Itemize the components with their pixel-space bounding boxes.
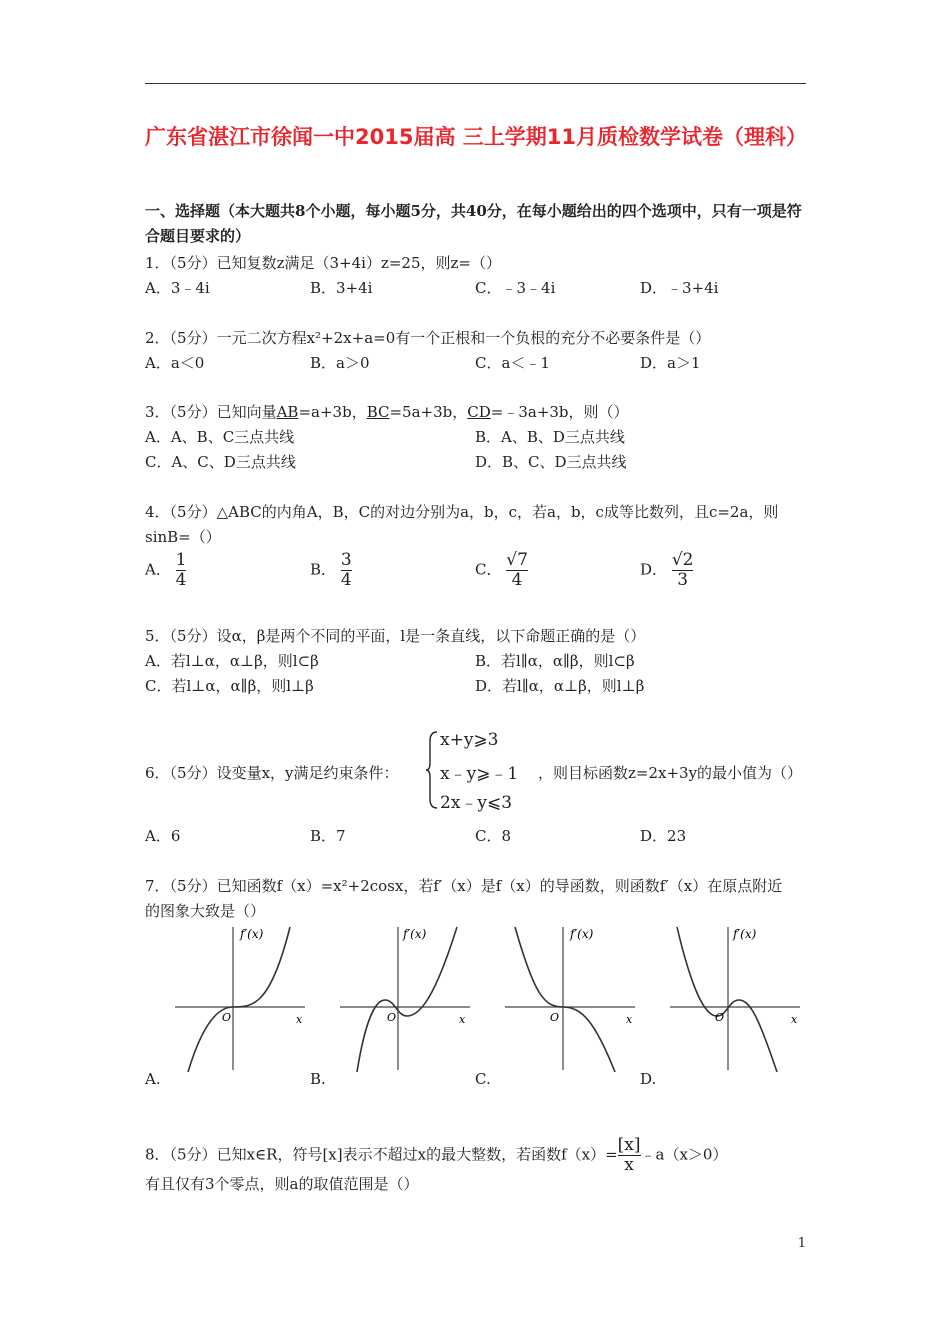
question-6-stem-suffix: ，则目标函数z=2x+3y的最小值为（） [538, 764, 803, 782]
q4-c-den: 4 [511, 570, 523, 590]
header-rule [145, 83, 806, 84]
constraint-1: x+y⩾3 [440, 730, 499, 750]
q8-function-name: f（x）= [561, 1145, 618, 1164]
q4-a-num: 1 [175, 550, 187, 570]
q3-option-a: A．A、B、C三点共线 [145, 428, 295, 446]
q6-option-a: A．6 [145, 827, 181, 845]
q3-option-d: D．B、C、D三点共线 [475, 453, 627, 471]
q5-option-b: B．若l∥α，α∥β，则l⊂β [475, 652, 635, 670]
graph-a-origin: O [222, 1011, 232, 1024]
graph-b-y-label: f′(x) [403, 927, 427, 941]
question-3-stem [145, 401, 629, 422]
q8-stem-prefix: 8．（5分）已知x∈R，符号[x]表示不超过x的最大整数，若函数 [145, 1145, 562, 1164]
q3-stem-prefix: 3．（5分）已知向量 [145, 403, 277, 421]
graph-b-origin: O [387, 1011, 397, 1024]
vector-ab: AB [276, 403, 299, 421]
question-8-stem [145, 1136, 727, 1175]
q8-fraction [618, 1136, 641, 1175]
q6-option-c: C．8 [475, 827, 512, 845]
q4-option-c [475, 551, 528, 590]
section-heading: 一、选择题（本大题共8个小题，每小题5分，共40分，在每小题给出的四个选项中，只有一项是符合题目要求的） [145, 202, 802, 245]
graph-d-label: D. [640, 1070, 657, 1088]
graph-d-x-label: x [791, 1013, 798, 1026]
vector-cd: CD [467, 403, 491, 421]
question-4-stem-line1: 4．（5分）△ABC的内角A，B，C的对边分别为a，b，c，若a，b，c成等比数列，且c=2a，则 [145, 503, 779, 521]
graph-c-origin: O [550, 1011, 560, 1024]
question-7-stem-line1: 7．（5分）已知函数f（x）=x²+2cosx，若f′（x）是f（x）的导函数，则函数f′（x）在原点附近 [145, 877, 783, 895]
graph-d [665, 922, 805, 1072]
q2-option-c: C．a＜﹣1 [475, 354, 550, 372]
q4-option-b-fraction [341, 551, 352, 590]
q3-eq2: =5a+3b， [389, 403, 468, 421]
graph-b [335, 922, 475, 1072]
graph-d-origin: O [715, 1011, 725, 1024]
q5-option-c: C．若l⊥α，α∥β，则l⊥β [145, 677, 314, 695]
q1-option-a: A．3﹣4i [145, 279, 210, 297]
question-7-stem-line2: 的图象大致是（） [145, 902, 266, 920]
q5-option-a: A．若l⊥α，α⊥β，则l⊂β [145, 652, 319, 670]
q8-tail: ﹣a（x＞0） [640, 1145, 728, 1164]
graph-b-label: B. [310, 1070, 326, 1088]
constraint-2: x﹣y⩾﹣1 [440, 764, 519, 784]
q3-eq3: =﹣3a+3b，则（） [490, 403, 629, 421]
q5-option-d: D．若l∥α，α⊥β，则l⊥β [475, 677, 645, 695]
graph-c-x-label: x [626, 1013, 633, 1026]
q4-option-c-fraction [506, 551, 528, 590]
q4-b-num: 3 [340, 550, 352, 570]
q4-option-c-label: C． [475, 560, 502, 579]
graph-a-label: A. [145, 1070, 161, 1088]
q4-option-a-fraction [176, 551, 187, 590]
graph-c-y-label: f′(x) [570, 927, 594, 941]
graph-c [500, 922, 640, 1072]
question-6-stem-prefix: 6．（5分）设变量x，y满足约束条件： [145, 764, 399, 782]
graph-b-x-label: x [459, 1013, 466, 1026]
q3-option-c: C．A、C、D三点共线 [145, 453, 296, 471]
q4-option-d-label: D． [640, 560, 668, 579]
constraint-3: 2x﹣y⩽3 [440, 793, 513, 813]
q4-d-num: √2 [671, 550, 694, 570]
q4-option-b [310, 551, 352, 590]
graph-c-label: C. [475, 1070, 491, 1088]
q1-option-c: C．﹣3﹣4i [475, 279, 556, 297]
question-8-stem-line2: 有且仅有3个零点，则a的取值范围是（） [145, 1175, 419, 1193]
q8-den: x [624, 1155, 634, 1175]
q4-option-d [640, 551, 693, 590]
vector-bc: BC [366, 403, 390, 421]
q4-a-den: 4 [175, 570, 187, 590]
document-title: 广东省湛江市徐闻一中2015届高 三上学期11月质检数学试卷（理科） [145, 125, 807, 149]
q4-d-den: 3 [677, 570, 689, 590]
q4-c-num: √7 [506, 550, 528, 570]
question-2-stem: 2．（5分）一元二次方程x²+2x+a=0有一个正根和一个负根的充分不必要条件是（） [145, 329, 711, 347]
page-number: 1 [797, 1236, 806, 1251]
question-1-stem: 1．（5分）已知复数z满足（3+4i）z=25，则z=（） [145, 254, 501, 272]
q4-option-a-label: A． [145, 560, 171, 579]
q4-option-a [145, 551, 186, 590]
q2-option-d: D．a＞1 [640, 354, 701, 372]
q6-option-d: D．23 [640, 827, 687, 845]
graph-d-y-label: f′(x) [733, 927, 757, 941]
q2-option-a: A．a＜0 [145, 354, 205, 372]
q1-option-b: B．3+4i [310, 279, 373, 297]
graph-a-y-label: f′(x) [240, 927, 264, 941]
q3-eq1: =a+3b， [298, 403, 367, 421]
constraint-brace [426, 731, 438, 809]
q4-option-b-label: B． [310, 560, 337, 579]
q6-option-b: B．7 [310, 827, 346, 845]
question-4-stem-line2: sinB=（） [145, 528, 221, 546]
q3-option-b: B．A、B、D三点共线 [475, 428, 625, 446]
graph-a-x-label: x [296, 1013, 303, 1026]
graph-a [170, 922, 310, 1072]
question-5-stem: 5．（5分）设α，β是两个不同的平面，l是一条直线，以下命题正确的是（） [145, 627, 646, 645]
q2-option-b: B．a＞0 [310, 354, 370, 372]
q4-option-d-fraction [672, 551, 694, 590]
q8-num: [x] [617, 1135, 641, 1155]
q1-option-d: D．﹣3+4i [640, 279, 719, 297]
q4-b-den: 4 [340, 570, 352, 590]
